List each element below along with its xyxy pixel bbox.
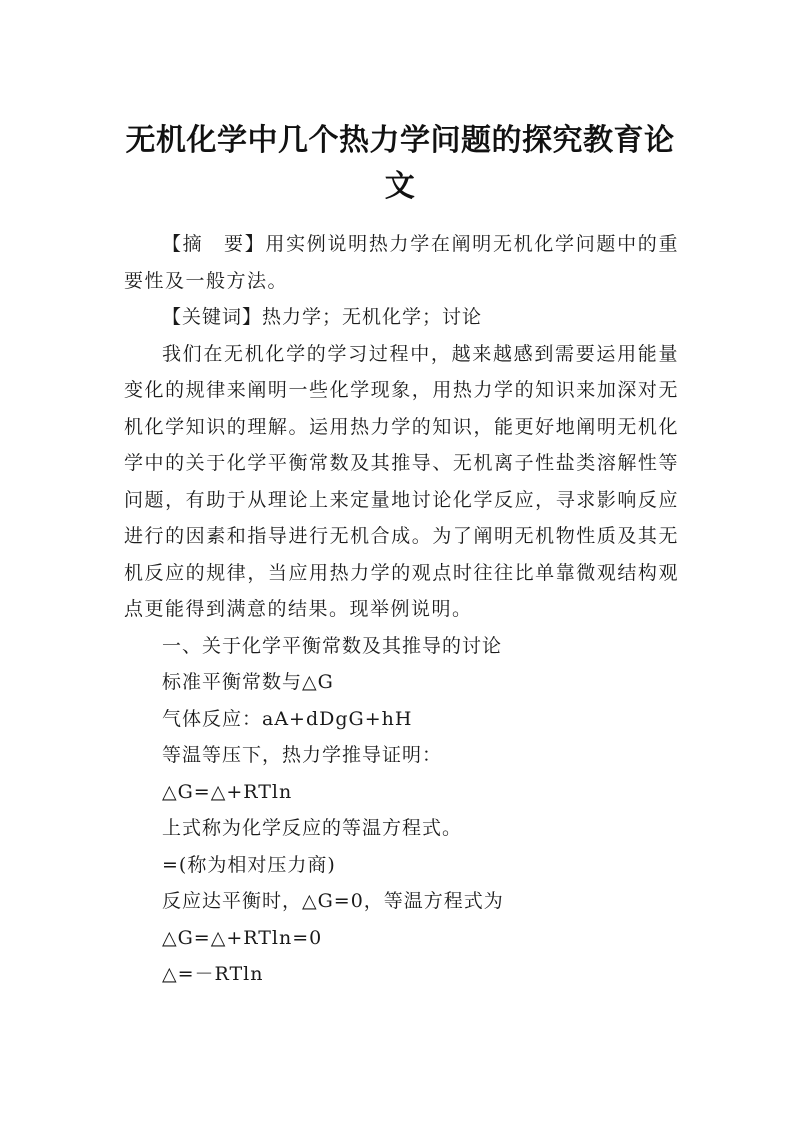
title-line-1: 无机化学中几个热力学问题的探究教育论 (125, 123, 675, 159)
formula-description: 上式称为化学反应的等温方程式。 (162, 817, 463, 839)
title-line-2: 文 (384, 169, 416, 205)
intro-paragraph: 我们在无机化学的学习过程中，越来越感到需要运用能量变化的规律来阐明一些化学现象，用热力学的知识来加深对无机化学知识的理解。运用热力学的知识，能更好地阐明无机化学中的关于化学平衡常数及其推导、无机离子性盐类溶解性等问题，有助于从理论上来定量地讨论化学反应，寻求影响反应进行的因素和指导进行无机合成。为了阐明无机物性质及其无机反应的规律，当应用热力学的观点时往往比单靠微观结构观点更能得到满意的结果。现举例说明。 (124, 342, 679, 620)
formula-line: △G=△+RTln=0 (162, 926, 323, 949)
document-title (110, 118, 690, 210)
document-body (124, 226, 679, 993)
equilibrium-text: 反应达平衡时，△G=0，等温方程式为 (162, 890, 504, 912)
formula-line: △G=△+RTln (162, 780, 293, 803)
section-heading: 一、关于化学平衡常数及其推导的讨论 (162, 634, 503, 657)
abstract-paragraph: 【摘 要】用实例说明热力学在阐明无机化学问题中的重要性及一般方法。 (124, 233, 679, 292)
subsection-heading: 标准平衡常数与△G (162, 671, 334, 693)
formula-note: =(称为相对压力商) (162, 853, 336, 876)
formula-line: △=－RTln (162, 963, 264, 985)
keywords-paragraph: 【关键词】热力学；无机化学；讨论 (162, 306, 483, 328)
reaction-equation: 气体反应：aA+dDgG+hH (162, 707, 413, 730)
derivation-text: 等温等压下，热力学推导证明： (162, 744, 443, 766)
